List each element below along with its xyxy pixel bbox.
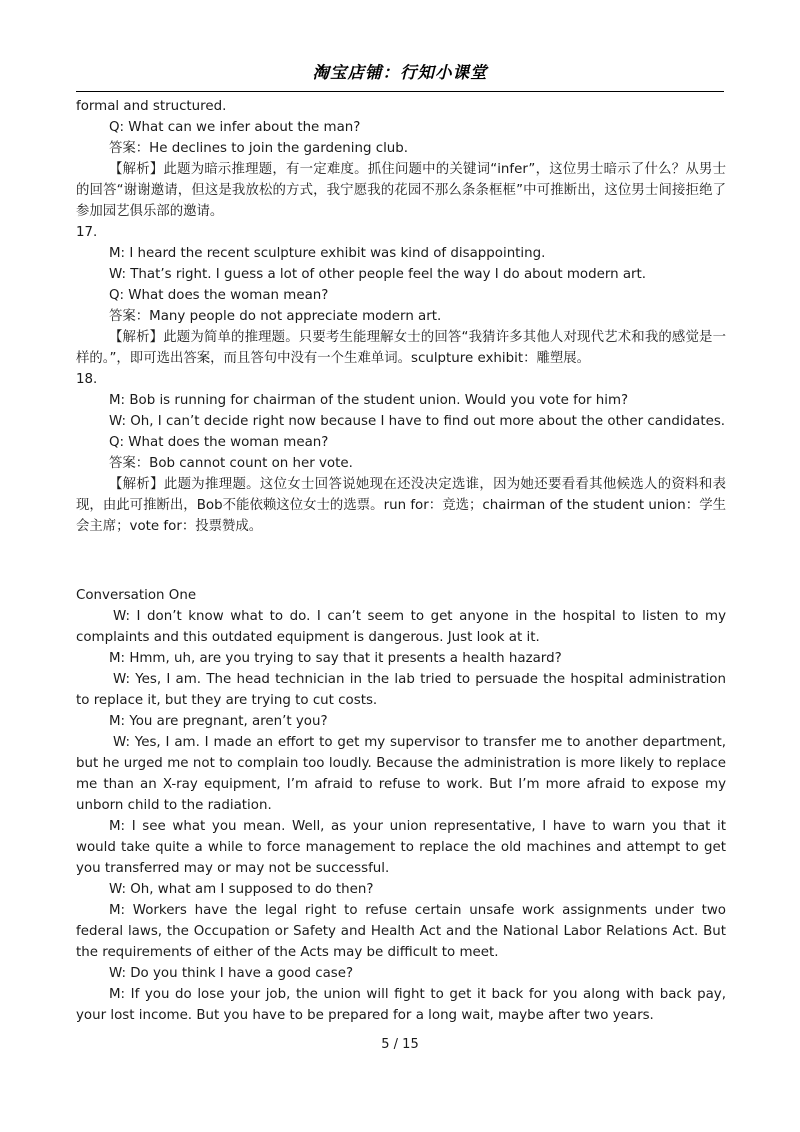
body-text (76, 96, 726, 1026)
text-line: 答案：Bob cannot count on her vote. (109, 456, 353, 471)
text-line: M: I see what you mean. Well, as your union representative, I have to warn you that it would take quite a while to force management to replace the old machines and attempt to get you transferred may or may not be successful. (76, 818, 726, 876)
text-line: 【解析】此题为暗示推理题，有一定难度。抓住问题中的关键词“infer”，这位男士暗示了什么？从男士的回答“谢谢邀请，但这是我放松的方式，我宁愿我的花园不那么条条框框”中可推断出，这位男士间接拒绝了参加园艺俱乐部的邀请。 (76, 162, 726, 219)
text-line: 【解析】此题为简单的推理题。只要考生能理解女士的回答“我猜许多其他人对现代艺术和我的感觉是一样的。”，即可选出答案，而且答句中没有一个生难单词。sculpture exhibit：雕塑展。 (76, 330, 726, 366)
text-line: M: Hmm, uh, are you trying to say that it presents a health hazard? (109, 650, 562, 666)
text-line: 答案：Many people do not appreciate modern art. (109, 309, 442, 324)
text-line: M: I heard the recent sculpture exhibit was kind of disappointing. (109, 246, 546, 261)
text-line: Q: What does the woman mean? (109, 435, 329, 450)
text-line: M: If you do lose your job, the union will fight to get it back for you along with back pay, your lost income. But you have to be prepared for a long wait, maybe after two years. (76, 986, 726, 1023)
spacer (76, 550, 726, 571)
text-line: formal and structured. (76, 99, 227, 114)
text-line: 【解析】此题为推理题。这位女士回答说她现在还没决定选谁，因为她还要看看其他候选人的资料和表现，由此可推断出，Bob不能依赖这位女士的选票。run for：竞选；chairman of the student union：学生会主席；vote for：投票赞成。 (76, 477, 726, 534)
text-line: W: Yes, I am. The head technician in the lab tried to persuade the hospital administration to replace it, but they are trying to cut costs. (76, 671, 726, 708)
header-rule (76, 91, 724, 92)
text-line: M: You are pregnant, aren’t you? (109, 713, 328, 729)
text-line: 17. (76, 225, 98, 240)
text-line: W: Oh, what am I supposed to do then? (109, 881, 374, 897)
text-line: W: That’s right. I guess a lot of other people feel the way I do about modern art. (109, 267, 647, 282)
text-line: W: Do you think I have a good case? (109, 965, 354, 981)
page-header: 淘宝店铺：行知小课堂 (312, 63, 488, 82)
text-line: Conversation One (76, 587, 197, 603)
text-line: 答案：He declines to join the gardening club. (109, 141, 409, 156)
text-line: 18. (76, 372, 98, 387)
text-line: Q: What can we infer about the man? (109, 120, 361, 135)
text-line: Q: What does the woman mean? (109, 288, 329, 303)
text-line: W: I don’t know what to do. I can’t seem to get anyone in the hospital to listen to my complaints and this outdated equipment is dangerous. Just look at it. (76, 608, 726, 645)
page-number: 5 / 15 (381, 1037, 419, 1052)
text-line: W: Oh, I can’t decide right now because I have to find out more about the other candidates. (109, 414, 726, 429)
text-line: M: Workers have the legal right to refuse certain unsafe work assignments under two federal laws, the Occupation or Safety and Health Act and the National Labor Relations Act. But the requirements of either of the Acts may be difficult to meet. (76, 902, 726, 960)
text-line: W: Yes, I am. I made an effort to get my supervisor to transfer me to another department, but he urged me not to complain too loudly. Because the administration is more likely to replace me than an X-ray equipment, I’m afraid to refuse to work. But I’m more afraid to expose my unborn child to the radiation. (76, 734, 726, 813)
text-line: M: Bob is running for chairman of the student union. Would you vote for him? (109, 393, 629, 408)
